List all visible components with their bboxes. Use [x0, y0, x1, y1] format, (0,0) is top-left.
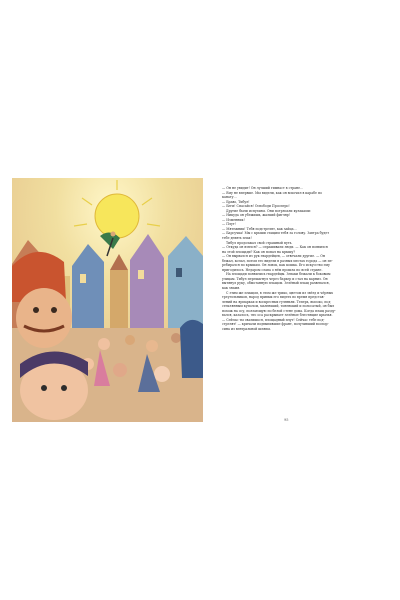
text-line: пригодилось. Недаром слава о нём прошла по всей стране.: [222, 267, 323, 272]
page-number: 95: [284, 418, 289, 422]
text-line: — Никуда он убежишь, жалкий фигляр!: [222, 213, 291, 218]
text-line: бежал, кочал, потом его видели в разных местах города — он пе-: [222, 258, 333, 263]
text-line: похож на осу, ползающую по белой стене дома. Когда плащ разду-: [222, 308, 336, 313]
text-line: улицам. Тибул перешагнул через барьер и стал на карниз. Он: [222, 276, 328, 281]
text-line: Тибул продолжал свой страшный путь.: [226, 240, 293, 245]
text-line: как знамя.: [222, 286, 241, 291]
text-line: треугольников, народ привык его видеть во время представ-: [222, 295, 325, 300]
text-line: — Браво, Тибул!: [222, 199, 250, 204]
text-line: — Ему не впервые. Мы видели, как он вскочил в карабе по: [222, 190, 322, 195]
text-line: — Он не увидит! Он лучший гимнаст в стране…: [222, 186, 304, 190]
text-line: на этой площади? Как он попал на крышу?: [222, 249, 296, 254]
text-line: — Откуда он взялся? — спрашивали люди. — Как он появился: [222, 245, 328, 250]
illustration-painting: [12, 178, 203, 422]
text-line: — Он вырвался из рук гвардейцев, — отвечали другие. — Он: [222, 254, 326, 259]
text-line: — Беги! Спасайся! Освободи Просперо!: [222, 204, 290, 209]
illustration: [12, 178, 203, 422]
text-line: — Мятежник! Тебя подстрелят, как зайца…: [222, 226, 297, 231]
text-line: стеклянным куполом, маленький, тоненький и полосатый, он был: [222, 304, 335, 309]
text-line: лений на ярмарках и воскресных гуляньях. Теперь, высоко, под: [222, 299, 331, 304]
text-line: ребирался по крышам. Он ловок, как кошка. Его искусство ему: [222, 263, 330, 268]
text-line: — Изменник!: [222, 217, 245, 222]
text-line: вытянул руку, обмотанную плащом. Зелёный плащ развевался,: [222, 281, 330, 286]
text-line: стрелят! — кричали подвыпившие франт, получивший воспор-: [222, 322, 329, 327]
text-line: — Плут!: [222, 222, 236, 227]
text-line: сина из вентральной шляпы.: [222, 326, 271, 331]
text-line: вался, казалось, что оса раскрывает зелёные блестящие крылья.: [222, 313, 333, 318]
story-text: [222, 186, 358, 456]
text-line: На площади появились гвардейцы. Зеваки бежали к боковым: [226, 272, 331, 277]
text-line: — Сейчас ты свалишься, площадный плут! Сейчас тебе под-: [222, 317, 325, 322]
text-line: — Барсучка! Мы с крыши стащим тебя за голову. Завтра будет: [222, 231, 330, 236]
text-line: канату…: [222, 195, 237, 200]
text-line: С этим же плащом, в этом же трико, цветом из звёзд и чёрных: [226, 290, 333, 295]
text-line: тебе девять плах!: [222, 236, 252, 241]
text-line: Другие были испуганы. Они потрясали кулаками:: [226, 208, 311, 213]
